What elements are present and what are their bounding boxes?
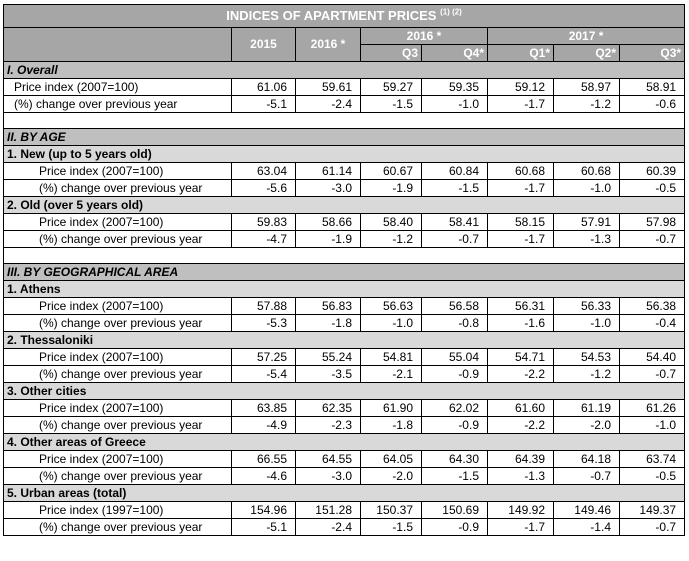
value-cell: -4.9 [232,417,296,434]
row-label: Price index (2007=100) [4,163,232,180]
value-cell: 56.38 [620,298,685,315]
header-2017-group: 2017 * [488,28,685,45]
table-row [4,214,685,231]
group-heading-row [4,146,685,163]
value-cell: -1.0 [361,315,422,332]
value-cell: 59.27 [361,79,422,96]
value-cell: 54.53 [554,349,620,366]
value-cell: 59.61 [296,79,361,96]
value-cell: 149.37 [620,502,685,519]
value-cell: 60.84 [422,163,488,180]
row-label: Price index (2007=100) [4,400,232,417]
value-cell: -0.7 [620,366,685,383]
group-heading-row [4,197,685,214]
value-cell: 57.91 [554,214,620,231]
value-cell: -5.1 [232,519,296,536]
value-cell: -1.8 [361,417,422,434]
group-heading-row [4,332,685,349]
value-cell: -1.6 [488,315,554,332]
value-cell: -1.2 [554,96,620,113]
value-cell: 61.60 [488,400,554,417]
value-cell: -0.7 [422,231,488,248]
value-cell: -0.7 [620,231,685,248]
value-cell: -1.9 [296,231,361,248]
value-cell: -1.8 [296,315,361,332]
row-label: Price index (2007=100) [4,214,232,231]
section-by-area [4,264,685,281]
value-cell: -5.6 [232,180,296,197]
value-cell: -1.0 [554,180,620,197]
value-cell: 61.14 [296,163,361,180]
value-cell: -1.0 [422,96,488,113]
value-cell: -4.6 [232,468,296,485]
row-label: Price index (1997=100) [4,502,232,519]
group-heading: 2. Thessaloniki [4,332,685,349]
table-row [4,417,685,434]
value-cell: 60.67 [361,163,422,180]
section-by-age [4,129,685,146]
table-title-cell [4,5,685,28]
section-heading: III. BY GEOGRAPHICAL AREA [4,264,685,281]
value-cell: -1.3 [488,468,554,485]
value-cell: 150.37 [361,502,422,519]
value-cell: -3.0 [296,180,361,197]
header-2015: 2015 [232,28,296,62]
value-cell: 56.58 [422,298,488,315]
value-cell: -1.0 [554,315,620,332]
value-cell: 61.06 [232,79,296,96]
value-cell: -5.4 [232,366,296,383]
value-cell: 64.05 [361,451,422,468]
value-cell: 56.31 [488,298,554,315]
value-cell: -0.9 [422,366,488,383]
header-row-1 [4,28,685,45]
value-cell: -2.1 [361,366,422,383]
value-cell: -0.4 [620,315,685,332]
value-cell: 56.83 [296,298,361,315]
value-cell: 149.92 [488,502,554,519]
row-label: Price index (2007=100) [4,451,232,468]
value-cell: -2.4 [296,519,361,536]
table-row [4,79,685,96]
row-label: (%) change over previous year [4,231,232,248]
title-row [4,5,685,28]
value-cell: -1.7 [488,96,554,113]
value-cell: 61.26 [620,400,685,417]
value-cell: 54.40 [620,349,685,366]
value-cell: 58.66 [296,214,361,231]
value-cell: -0.8 [422,315,488,332]
row-label: Price index (2007=100) [4,298,232,315]
value-cell: 58.97 [554,79,620,96]
value-cell: 60.68 [554,163,620,180]
table-row [4,180,685,197]
table-row [4,468,685,485]
value-cell: -2.0 [554,417,620,434]
value-cell: -2.0 [361,468,422,485]
value-cell: -1.7 [488,231,554,248]
table-row [4,502,685,519]
value-cell: 63.85 [232,400,296,417]
value-cell: -1.5 [361,519,422,536]
value-cell: 64.39 [488,451,554,468]
header-2017-q1: Q1* [488,45,554,62]
value-cell: 57.25 [232,349,296,366]
value-cell: 56.63 [361,298,422,315]
value-cell: 66.55 [232,451,296,468]
value-cell: -1.2 [554,366,620,383]
value-cell: -5.3 [232,315,296,332]
value-cell: -1.2 [361,231,422,248]
row-label: (%) change over previous year [4,96,232,113]
header-blank [4,28,232,62]
table-row [4,163,685,180]
value-cell: -2.3 [296,417,361,434]
value-cell: 64.30 [422,451,488,468]
value-cell: -0.7 [554,468,620,485]
value-cell: -1.5 [361,96,422,113]
group-heading: 4. Other areas of Greece [4,434,685,451]
row-label: (%) change over previous year [4,417,232,434]
row-label: (%) change over previous year [4,180,232,197]
group-heading: 5. Urban areas (total) [4,485,685,502]
value-cell: -2.2 [488,417,554,434]
table-row [4,366,685,383]
table-row [4,400,685,417]
group-heading: 1. New (up to 5 years old) [4,146,685,163]
value-cell: 58.15 [488,214,554,231]
value-cell: 151.28 [296,502,361,519]
row-label: (%) change over previous year [4,519,232,536]
value-cell: 58.91 [620,79,685,96]
spacer-cell [4,113,685,129]
value-cell: 58.41 [422,214,488,231]
value-cell: -1.9 [361,180,422,197]
table-row [4,519,685,536]
value-cell: -1.5 [422,468,488,485]
value-cell: -1.0 [620,417,685,434]
value-cell: -3.5 [296,366,361,383]
value-cell: 54.71 [488,349,554,366]
row-label: (%) change over previous year [4,468,232,485]
value-cell: 59.12 [488,79,554,96]
group-heading: 3. Other cities [4,383,685,400]
table-title: INDICES OF APARTMENT PRICES [226,8,437,23]
value-cell: 150.69 [422,502,488,519]
value-cell: -0.6 [620,96,685,113]
value-cell: -0.9 [422,519,488,536]
value-cell: 64.18 [554,451,620,468]
value-cell: -1.4 [554,519,620,536]
spacer-row [4,113,685,129]
header-2016-q3: Q3 [361,45,422,62]
apartment-prices-table [3,4,685,536]
table-row [4,231,685,248]
spacer-cell [4,248,685,264]
spacer-row [4,248,685,264]
table-body [4,5,685,536]
table-row [4,451,685,468]
row-label: Price index (2007=100) [4,79,232,96]
value-cell: 59.83 [232,214,296,231]
value-cell: 61.19 [554,400,620,417]
header-2016-group: 2016 * [361,28,488,45]
table-row [4,96,685,113]
value-cell: 63.04 [232,163,296,180]
table-row [4,349,685,366]
group-heading: 2. Old (over 5 years old) [4,197,685,214]
value-cell: 154.96 [232,502,296,519]
value-cell: 57.98 [620,214,685,231]
value-cell: 60.68 [488,163,554,180]
group-heading-row [4,383,685,400]
header-2017-q3: Q3* [620,45,685,62]
row-label: (%) change over previous year [4,315,232,332]
group-heading-row [4,434,685,451]
value-cell: 56.33 [554,298,620,315]
value-cell: -1.7 [488,519,554,536]
group-heading-row [4,485,685,502]
value-cell: -0.9 [422,417,488,434]
value-cell: 60.39 [620,163,685,180]
value-cell: 149.46 [554,502,620,519]
value-cell: -1.5 [422,180,488,197]
value-cell: 63.74 [620,451,685,468]
value-cell: -4.7 [232,231,296,248]
value-cell: -0.7 [620,519,685,536]
value-cell: 59.35 [422,79,488,96]
table-row [4,315,685,332]
header-2016-q4: Q4* [422,45,488,62]
group-heading: 1. Athens [4,281,685,298]
value-cell: -5.1 [232,96,296,113]
value-cell: -0.5 [620,468,685,485]
value-cell: 54.81 [361,349,422,366]
value-cell: -1.7 [488,180,554,197]
value-cell: 62.02 [422,400,488,417]
table-row [4,298,685,315]
section-heading: II. BY AGE [4,129,685,146]
section-overall [4,62,685,79]
value-cell: -1.3 [554,231,620,248]
value-cell: 61.90 [361,400,422,417]
value-cell: 55.04 [422,349,488,366]
header-2017-q2: Q2* [554,45,620,62]
value-cell: -3.0 [296,468,361,485]
section-heading: I. Overall [4,62,685,79]
value-cell: -2.2 [488,366,554,383]
value-cell: 55.24 [296,349,361,366]
title-footnote-refs: (1) (2) [440,7,462,17]
row-label: Price index (2007=100) [4,349,232,366]
value-cell: 57.88 [232,298,296,315]
value-cell: 62.35 [296,400,361,417]
value-cell: -2.4 [296,96,361,113]
value-cell: 58.40 [361,214,422,231]
group-heading-row [4,281,685,298]
value-cell: -0.5 [620,180,685,197]
row-label: (%) change over previous year [4,366,232,383]
value-cell: 64.55 [296,451,361,468]
header-2016-annual: 2016 * [296,28,361,62]
